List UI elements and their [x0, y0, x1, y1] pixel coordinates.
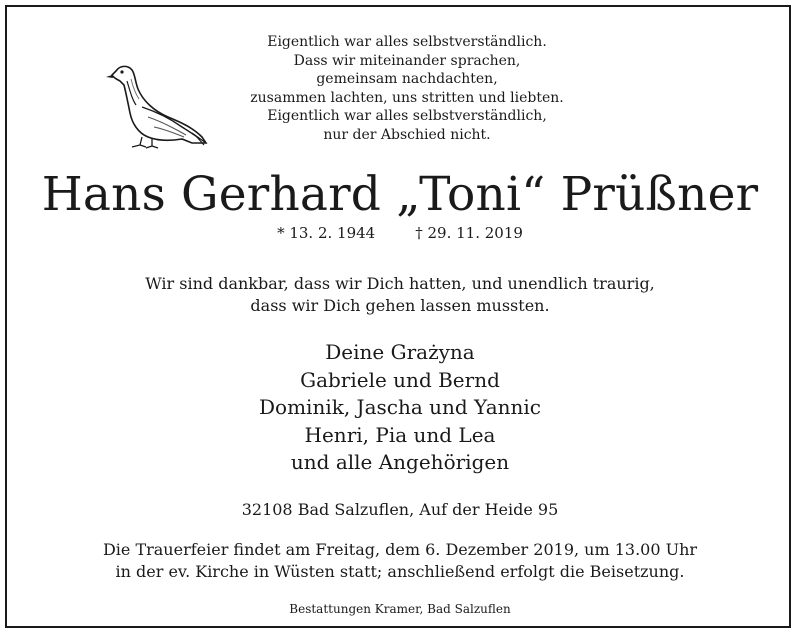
- birth-date: * 13. 2. 1944: [277, 224, 376, 242]
- obituary-notice: [5, 5, 791, 628]
- mourner-line: Gabriele und Bernd: [300, 367, 500, 392]
- mourner-line: und alle Angehörigen: [290, 450, 510, 474]
- mourner-line: Henri, Pia und Lea: [304, 422, 496, 447]
- gratitude-text: [7, 273, 793, 317]
- pigeon-icon: [102, 57, 212, 149]
- poem-line: Dass wir miteinander sprachen,: [293, 52, 521, 69]
- poem-line: Eigentlich war alles selbstverständlich.: [267, 34, 547, 50]
- undertaker: Bestattungen Kramer, Bad Salzuflen: [289, 602, 511, 616]
- service-line: in der ev. Kirche in Wüsten statt; anschließend erfolgt die Beisetzung.: [115, 562, 685, 581]
- poem-line: zusammen lachten, uns stritten und liebten.: [250, 89, 564, 106]
- funeral-service-info: [7, 539, 793, 583]
- gratitude-line: Wir sind dankbar, dass wir Dich hatten, und unendlich traurig,: [145, 274, 655, 293]
- mourner-line: Deine Grażyna: [325, 340, 475, 364]
- mourner-line: Dominik, Jascha und Yannic: [259, 395, 541, 419]
- mourners-list: [7, 339, 793, 477]
- poem-line: Eigentlich war alles selbstverständlich,: [267, 108, 547, 124]
- poem-line: nur der Abschied nicht.: [323, 126, 491, 143]
- gratitude-line: dass wir Dich gehen lassen mussten.: [250, 296, 550, 315]
- poem-line: gemeinsam nachdachten,: [316, 71, 498, 87]
- poem: [207, 33, 607, 144]
- life-dates: [7, 223, 793, 243]
- service-line: Die Trauerfeier findet am Freitag, dem 6. Dezember 2019, um 13.00 Uhr: [102, 540, 698, 559]
- address: 32108 Bad Salzuflen, Auf der Heide 95: [241, 500, 559, 519]
- death-date: † 29. 11. 2019: [415, 224, 523, 242]
- deceased-name: Hans Gerhard „Toni“ Prüßner: [41, 167, 759, 222]
